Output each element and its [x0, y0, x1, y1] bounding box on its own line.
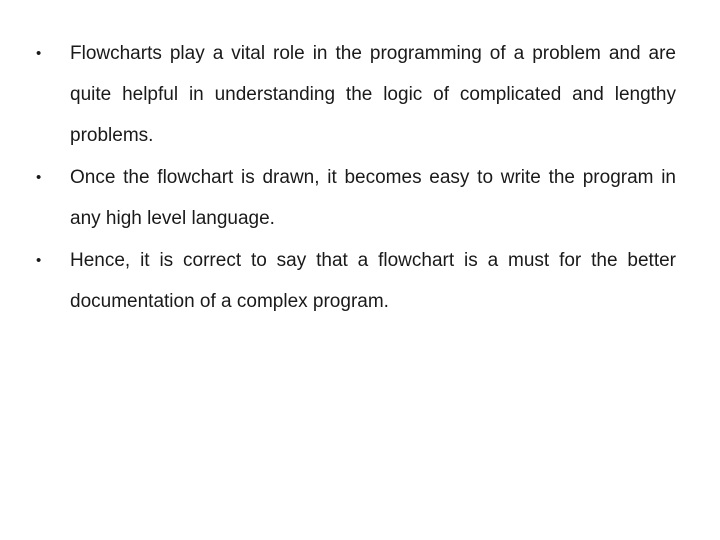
bullet-text: Hence, it is correct to say that a flowchart is a must for the better documentation of a complex program. — [70, 250, 676, 312]
bullet-item-easy-to-write — [36, 157, 676, 239]
bullet-list — [36, 33, 676, 322]
bullet-icon: • — [36, 252, 42, 269]
bullet-text: Once the flowchart is drawn, it becomes easy to write the program in any high level language. — [70, 167, 676, 229]
bullet-icon: • — [36, 45, 42, 62]
bullet-text: Flowcharts play a vital role in the programming of a problem and are quite helpful in understanding the logic of complicated and lengthy problems. — [70, 43, 676, 146]
bullet-item-flowchart-role — [36, 33, 676, 156]
bullet-item-documentation — [36, 240, 676, 322]
bullet-icon: • — [36, 169, 42, 186]
